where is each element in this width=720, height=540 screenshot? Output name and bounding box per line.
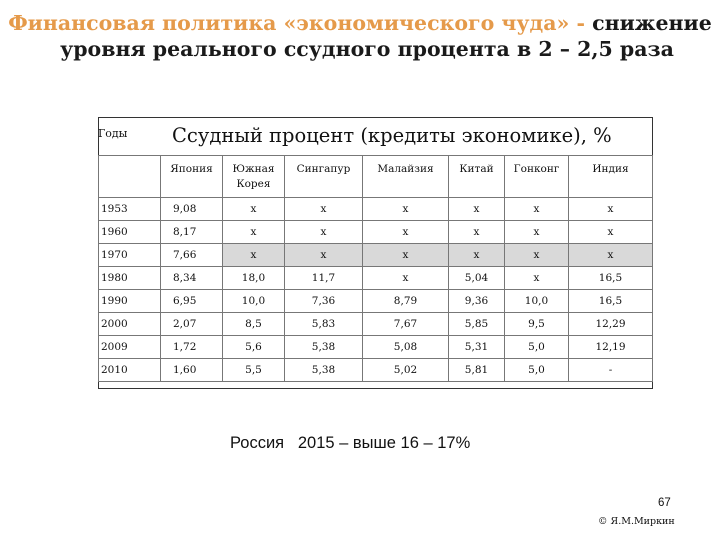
table-cell: x — [569, 244, 653, 267]
column-header: Южная Корея — [223, 156, 285, 198]
column-header: Сингапур — [285, 156, 363, 198]
table-row — [99, 198, 653, 221]
year-cell: 1953 — [99, 198, 161, 221]
table-cell: 6,95 — [161, 290, 223, 313]
table-cell: 16,5 — [569, 290, 653, 313]
table-row — [99, 267, 653, 290]
table-row — [99, 290, 653, 313]
table-cell: 5,08 — [363, 336, 449, 359]
column-header: Япония — [161, 156, 223, 198]
header-blank-cell — [99, 156, 161, 198]
year-cell: 1970 — [99, 244, 161, 267]
table-cell: x — [569, 221, 653, 244]
year-cell: 1990 — [99, 290, 161, 313]
table-cell: 5,38 — [285, 359, 363, 382]
table-cell: 5,0 — [505, 336, 569, 359]
year-cell: 2009 — [99, 336, 161, 359]
page-number: 67 — [658, 497, 671, 509]
table-cell: 10,0 — [223, 290, 285, 313]
table-cell: 7,36 — [285, 290, 363, 313]
table-cell: 5,31 — [449, 336, 505, 359]
table-cell: x — [363, 221, 449, 244]
table-cell: 1,60 — [161, 359, 223, 382]
table-cell: 5,0 — [505, 359, 569, 382]
title-orange-part: Финансовая политика «экономического чуда» - — [8, 11, 585, 35]
table-cell: 5,38 — [285, 336, 363, 359]
table-cell: x — [449, 221, 505, 244]
table-cell: x — [449, 244, 505, 267]
table-row — [99, 221, 653, 244]
table-cell: 7,67 — [363, 313, 449, 336]
table-main-header: Ссудный процент (кредиты экономике), % — [172, 124, 612, 147]
table-cell: 8,34 — [161, 267, 223, 290]
table-cell: 8,79 — [363, 290, 449, 313]
table-cell: 5,83 — [285, 313, 363, 336]
year-cell: 1960 — [99, 221, 161, 244]
year-cell: 1980 — [99, 267, 161, 290]
slide-title — [0, 10, 720, 62]
years-header: Годы — [98, 127, 128, 140]
year-cell: 2010 — [99, 359, 161, 382]
table-cell: x — [449, 198, 505, 221]
table-row — [99, 359, 653, 382]
table-cell: 9,36 — [449, 290, 505, 313]
table-cell: 5,04 — [449, 267, 505, 290]
table-cell: x — [285, 244, 363, 267]
russia-note: Россия 2015 – выше 16 – 17% — [230, 434, 471, 452]
table-cell: 5,85 — [449, 313, 505, 336]
table-cell: 5,81 — [449, 359, 505, 382]
column-header-row — [99, 156, 653, 198]
loan-rate-table — [98, 155, 653, 382]
table-cell: 2,07 — [161, 313, 223, 336]
column-header: Гонконг — [505, 156, 569, 198]
table-cell: x — [363, 198, 449, 221]
table-cell: 9,08 — [161, 198, 223, 221]
table-cell: 10,0 — [505, 290, 569, 313]
table-cell: 5,02 — [363, 359, 449, 382]
table-cell: 12,29 — [569, 313, 653, 336]
table-cell: 1,72 — [161, 336, 223, 359]
table-cell: x — [363, 267, 449, 290]
table-cell: x — [223, 244, 285, 267]
table-cell: x — [223, 198, 285, 221]
table-cell: x — [285, 198, 363, 221]
column-header: Индия — [569, 156, 653, 198]
table-cell: 8,17 — [161, 221, 223, 244]
table-cell: 18,0 — [223, 267, 285, 290]
table-cell: x — [505, 221, 569, 244]
table-cell: x — [223, 221, 285, 244]
copyright: © Я.М.Миркин — [598, 516, 675, 527]
table-cell: x — [569, 198, 653, 221]
table-cell: x — [285, 221, 363, 244]
column-header: Малайзия — [363, 156, 449, 198]
table-cell: 5,6 — [223, 336, 285, 359]
title-second-line: уровня реального ссудного процента в 2 – 2,5 раза — [60, 37, 674, 61]
table-cell: 5,5 — [223, 359, 285, 382]
year-cell: 2000 — [99, 313, 161, 336]
table-cell: x — [505, 267, 569, 290]
table-cell: 12,19 — [569, 336, 653, 359]
table-cell: 16,5 — [569, 267, 653, 290]
table-row — [99, 336, 653, 359]
table-cell: x — [363, 244, 449, 267]
table-row — [99, 244, 653, 267]
table-cell: x — [505, 244, 569, 267]
table-cell: - — [569, 359, 653, 382]
table-cell: 9,5 — [505, 313, 569, 336]
table-cell: 7,66 — [161, 244, 223, 267]
table-cell: x — [505, 198, 569, 221]
column-header: Китай — [449, 156, 505, 198]
title-black-part: снижение — [592, 11, 712, 35]
table-cell: 11,7 — [285, 267, 363, 290]
table-row — [99, 313, 653, 336]
table-cell: 8,5 — [223, 313, 285, 336]
